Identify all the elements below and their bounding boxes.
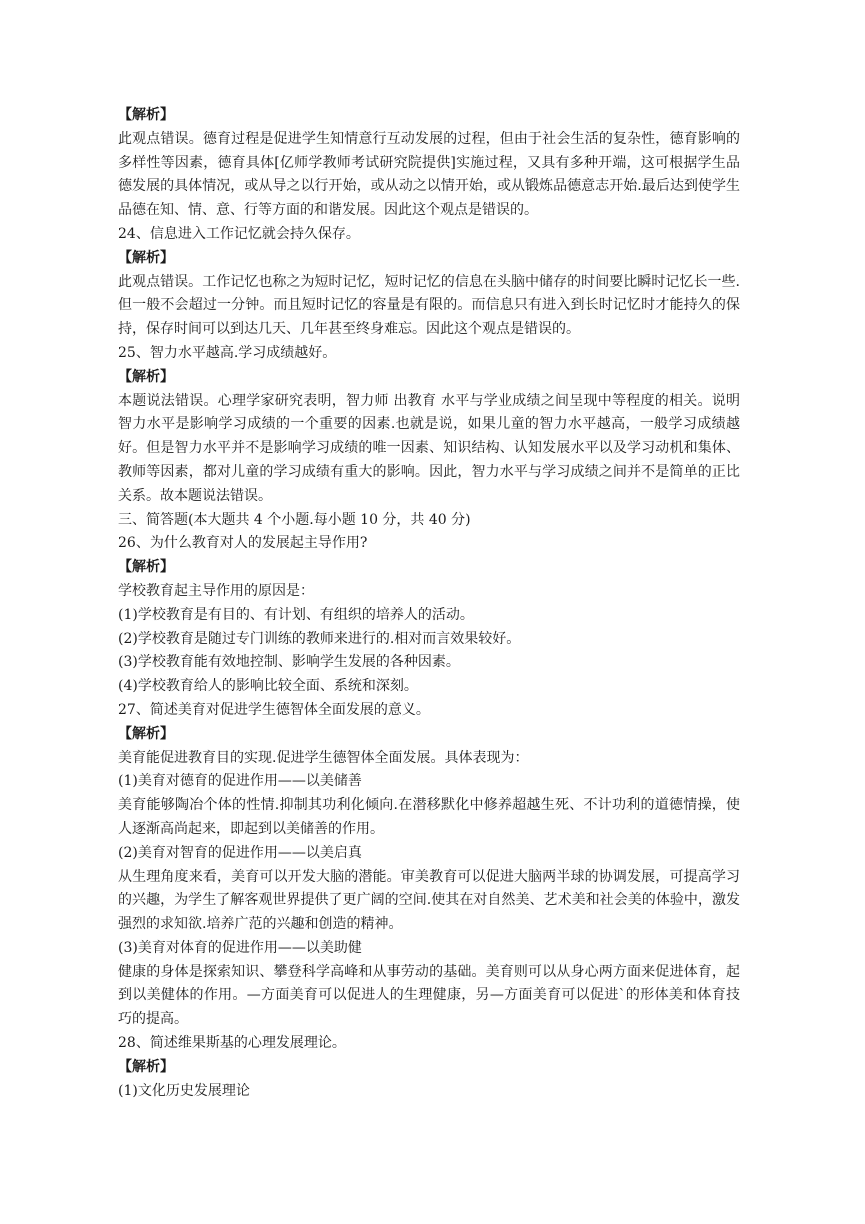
- question-27: 27、简述美育对促进学生德智体全面发展的意义。: [118, 701, 430, 718]
- analysis-label: 【解析】: [118, 1058, 174, 1075]
- answer-paragraph: 美育能够陶冶个体的性情.抑制其功利化倾向.在潜移默化中修养超越生死、不计功利的道德情操，使人逐渐高尚起来，即起到以美储善的作用。: [118, 797, 740, 837]
- analysis-paragraph: 此观点错误。德育过程是促进学生知情意行互动发展的过程，但由于社会生活的复杂性，德育影响的多样性等因素，德育具体[亿师学教师考试研究院提供]实施过程，又具有多种开端，这可根据学生品德发展的具体情况，或从导之以行开始，或从动之以情开始，或从锻炼品德意志开始.最后达到使学生品德在知、情、意、行等方面的和谐发展。因此这个观点是错误的。: [118, 130, 740, 219]
- analysis-label: 【解析】: [118, 107, 174, 123]
- question-28: 28、简述维果斯基的心理发展理论。: [118, 1035, 346, 1052]
- answer-point: (1)学校教育是有目的、有计划、有组织的培养人的活动。: [118, 606, 474, 623]
- analysis-paragraph: 本题说法错误。心理学家研究表明，智力师 出教育 水平与学业成绩之间呈现中等程度的相关。说明智力水平是影响学习成绩的一个重要的因素.也就是说，如果儿童的智力水平越高，一般学习成绩越好。但是智力水平并不是影响学习成绩的唯一因素、知识结构、认知发展水平以及学习动机和集体、教师等因素，都对儿童的学习成绩有重大的影响。因此，智力水平与学习成绩之间并不是简单的正比关系。故本题说法错误。: [118, 392, 740, 504]
- answer-subheading: (1)美育对德育的促进作用——以美储善: [118, 773, 362, 790]
- answer-subheading: (3)美育对体育的促进作用——以美助健: [118, 939, 362, 956]
- answer-line: 美育能促进教育目的实现.促进学生德智体全面发展。具体表现为：: [118, 749, 529, 766]
- analysis-label: 【解析】: [118, 725, 174, 742]
- section-heading: 三、简答题(本大题共 4 个小题.每小题 10 分，共 40 分): [118, 511, 471, 528]
- answer-line: 学校教育起主导作用的原因是：: [118, 582, 314, 599]
- answer-point: (2)学校教育是随过专门训练的教师来进行的.相对而言效果较好。: [118, 630, 521, 647]
- question-24: 24、信息进入工作记忆就会持久保存。: [118, 225, 360, 242]
- question-26: 26、为什么教育对人的发展起主导作用?: [118, 535, 368, 552]
- analysis-label: 【解析】: [118, 368, 174, 385]
- answer-paragraph: 从生理角度来看，美育可以开发大脑的潜能。审美教育可以促进大脑两半球的协调发展，可提高学习的兴趣，为学生了解客观世界提供了更广阔的空间.使其在对自然美、艺术美和社会美的体验中，激发强烈的求知欲.培养广范的兴趣和创造的精神。: [118, 868, 740, 933]
- answer-point: (4)学校教育给人的影响比较全面、系统和深刻。: [118, 678, 418, 695]
- answer-point: (3)学校教育能有效地控制、影响学生发展的各种因素。: [118, 654, 460, 671]
- analysis-label: 【解析】: [118, 559, 174, 576]
- answer-paragraph: 健康的身体是探索知识、攀登科学高峰和从事劳动的基础。美育则可以从身心两方面来促进体育，起到以美健体的作用。—方面美育可以促进人的生理健康，另—方面美育可以促进`的形体美和体育技巧的提高。: [118, 963, 740, 1028]
- analysis-label: 【解析】: [118, 249, 174, 266]
- analysis-paragraph: 此观点错误。工作记忆也称之为短时记忆，短时记忆的信息在头脑中储存的时间要比瞬时记忆长一些.但一般不会超过一分钟。而且短时记忆的容量是有限的。而信息只有进入到长时记忆时才能持久的保持，保存时间可以到达几天、几年甚至终身难忘。因此这个观点是错误的。: [118, 273, 740, 338]
- answer-subheading: (2)美育对智育的促进作用——以美启真: [118, 844, 362, 861]
- question-25: 25、智力水平越高.学习成绩越好。: [118, 344, 337, 361]
- answer-subheading: (1)文化历史发展理论: [118, 1082, 250, 1099]
- document-body: [118, 104, 740, 1103]
